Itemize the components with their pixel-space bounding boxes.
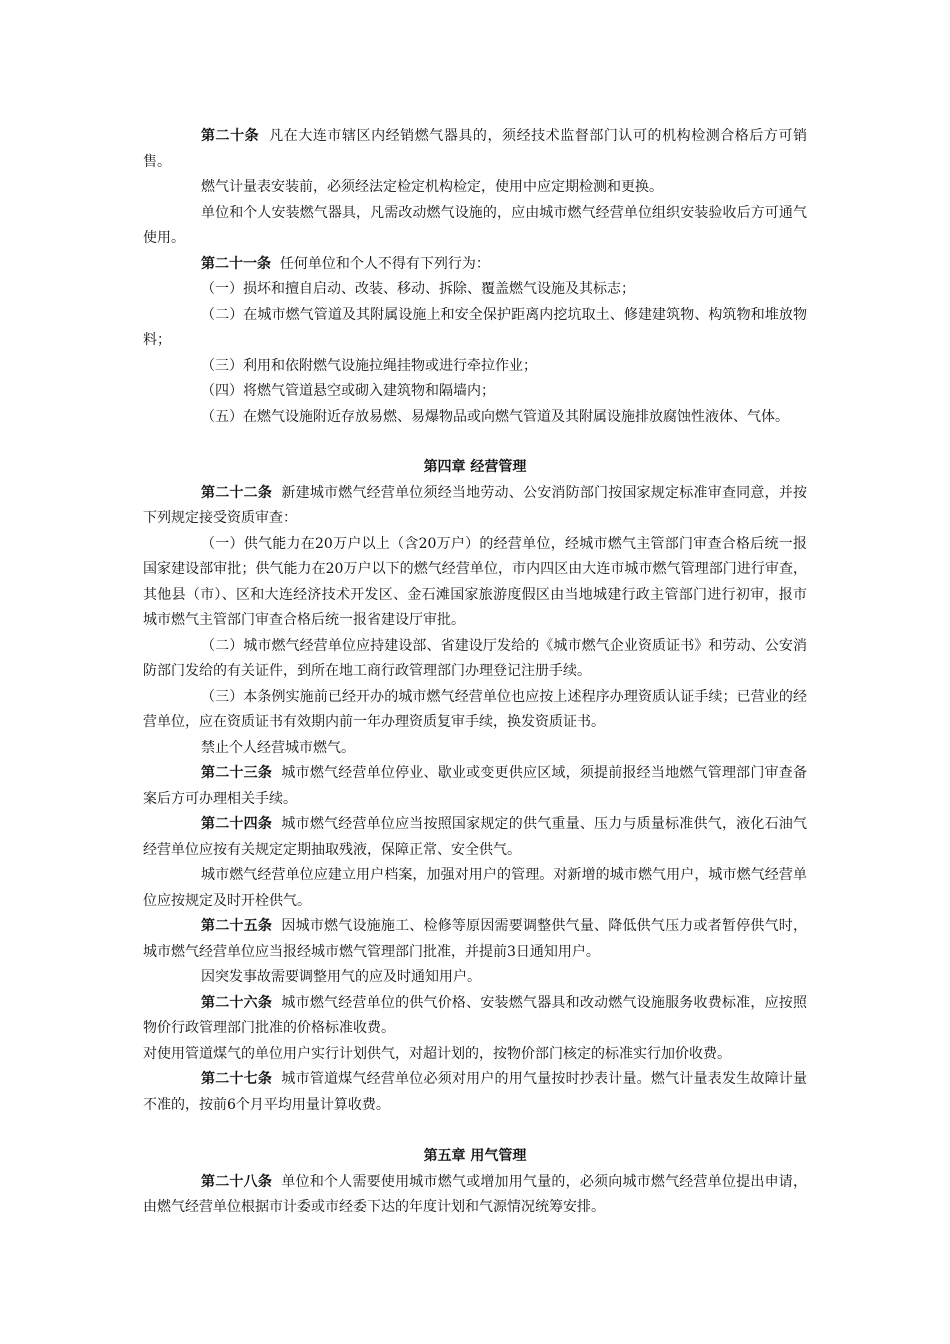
article-title: 第二十二条 <box>201 484 273 501</box>
paragraph: 禁止个人经营城市燃气。 <box>201 739 355 756</box>
paragraph: 单位和个人安装燃气器具，凡需改动燃气设施的，应由城市燃气经营单位组织安装验收后方可通气使用。 <box>143 204 807 246</box>
article-title: 第二十八条 <box>201 1173 273 1190</box>
list-item: （三）利用和依附燃气设施拉绳挂物或进行牵拉作业； <box>201 357 537 374</box>
paragraph: 对使用管道煤气的单位用户实行计划供气，对超计划的，按物价部门核定的标准实行加价收费。 <box>143 1045 731 1062</box>
list-item: （二）在城市燃气管道及其附属设施上和安全保护距离内挖坑取土、修建建筑物、构筑物和堆放物料； <box>143 306 807 348</box>
article-title: 第二十六条 <box>201 994 273 1011</box>
article-text: 新建城市燃气经营单位须经当地劳动、公安消防部门按国家规定标准审查同意，并按下列规定接受资质审查： <box>143 484 808 526</box>
chapter-heading: 第五章 用气管理 <box>423 1148 527 1164</box>
article-title: 第二十条 <box>201 128 260 144</box>
article-title: 第二十五条 <box>201 918 273 934</box>
article-23 <box>143 761 807 812</box>
article-text: 因城市燃气设施施工、检修等原因需要调整供气量、降低供气压力或者暂停供气时，城市燃气经营单位应当报经城市燃气管理部门批准，并提前3日通知用户。 <box>143 918 808 960</box>
article-text: 城市燃气经营单位的供气价格、安装燃气器具和改动燃气设施服务收费标准，应按照物价行政管理部门批准的价格标准收费。 <box>143 994 808 1036</box>
article-title: 第二十一条 <box>201 255 271 272</box>
article-text: 城市燃气经营单位停业、歇业或变更供应区域，须提前报经当地燃气管理部门审查备案后方可办理相关手续。 <box>143 765 808 807</box>
paragraph: 因突发事故需要调整用气的应及时通知用户。 <box>201 969 481 985</box>
article-title: 第二十四条 <box>201 816 273 832</box>
list-item: （四）将燃气管道悬空或砌入建筑物和隔墙内； <box>201 383 495 399</box>
list-item: （一）损坏和擅自启动、改装、移动、拆除、覆盖燃气设施及其标志； <box>201 281 635 297</box>
article-text: 任何单位和个人不得有下列行为： <box>279 255 490 272</box>
chapter-heading: 第四章 经营管理 <box>423 459 527 475</box>
article-text: 单位和个人需要使用城市燃气或增加用气量的，必须向城市燃气经营单位提出申请，由燃气经营单位根据市计委或市经委下达的年度计划和气源情况统筹安排。 <box>143 1173 808 1215</box>
article-20 <box>143 124 807 175</box>
article-title: 第二十三条 <box>201 765 273 781</box>
article-27 <box>143 1067 807 1118</box>
spacer <box>143 1118 807 1144</box>
article-text: 城市管道煤气经营单位必须对用户的用气量按时抄表计量。燃气计量表发生故障计量不准的，按前6个月平均用量计算收费。 <box>143 1071 808 1113</box>
article-28 <box>143 1170 807 1221</box>
article-24 <box>143 812 807 863</box>
article-text: 城市燃气经营单位应当按照国家规定的供气重量、压力与质量标准供气，液化石油气经营单位应按有关规定定期抽取残液，保障正常、安全供气。 <box>143 816 808 858</box>
paragraph: 城市燃气经营单位应建立用户档案，加强对用户的管理。对新增的城市燃气用户，城市燃气经营单位应按规定及时开栓供气。 <box>143 867 807 909</box>
spacer <box>143 430 807 455</box>
list-item: （三）本条例实施前已经开办的城市燃气经营单位也应按上述程序办理资质认证手续；已营业的经营单位，应在资质证书有效期内前一年办理资质复审手续，换发资质证书。 <box>143 688 807 730</box>
list-item: （五）在燃气设施附近存放易燃、易爆物品或向燃气管道及其附属设施排放腐蚀性液体、气体。 <box>201 408 789 425</box>
list-item: （一）供气能力在20万户以上（含20万户）的经营单位，经城市燃气主管部门审查合格后统一报国家建设部审批；供气能力在20万户以下的燃气经营单位，市内四区由大连市城市燃气管理部门进行审查，其他县（市）、区和大连经济技术开发区、金石滩国家旅游度假区由当地城建行政主管部门进行初审，报市城市燃气主管部门审查合格后统一报省建设厅审批。 <box>143 535 807 628</box>
paragraph: 燃气计量表安装前，必须经法定检定机构检定，使用中应定期检测和更换。 <box>201 179 663 195</box>
list-item: （二）城市燃气经营单位应持建设部、省建设厅发给的《城市燃气企业资质证书》和劳动、公安消防部门发给的有关证件，到所在地工商行政管理部门办理登记注册手续。 <box>143 637 807 679</box>
article-text: 凡在大连市辖区内经销燃气器具的，须经技术监督部门认可的机构检测合格后方可销售。 <box>143 128 808 170</box>
document-page <box>143 124 807 1221</box>
article-26 <box>143 991 807 1042</box>
article-21 <box>143 252 807 278</box>
article-25 <box>143 914 807 965</box>
article-title: 第二十七条 <box>201 1071 273 1087</box>
article-22 <box>143 481 807 532</box>
